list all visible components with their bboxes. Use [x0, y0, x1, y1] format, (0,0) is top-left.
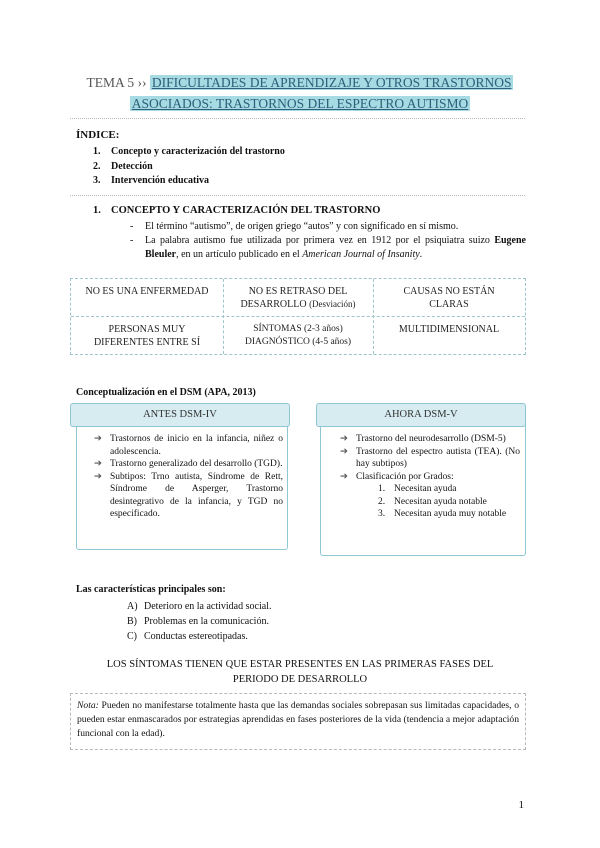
divider — [70, 118, 525, 119]
dsm-iv-list — [94, 433, 283, 521]
list-item: ➔ Clasificación por Grados: — [340, 471, 454, 482]
divider — [70, 195, 525, 196]
grid-cell: PERSONAS MUY DIFERENTES ENTRE SÍ — [93, 324, 201, 348]
page-title — [0, 72, 600, 114]
characteristics-grid — [70, 278, 526, 355]
note-box — [70, 693, 526, 750]
grid-cell: SÍNTOMAS (2-3 años) DIAGNÓSTICO (4-5 años) — [244, 324, 352, 347]
grade-item: 2. Necesitan ayuda notable — [378, 496, 487, 507]
section-bullets — [130, 220, 526, 262]
note-label: Nota: — [77, 700, 99, 711]
symptoms-statement: LOS SÍNTOMAS TIENEN QUE ESTAR PRESENTES EN LAS PRIMERAS FASES DEL PERIODO DE DESARROLLO — [106, 659, 494, 685]
page-number: 1 — [518, 799, 524, 811]
list-item: ➔ Subtipos: Trno autista, Síndrome de Rett, Síndrome de Asperger, Trastorno desintegrativo de la infancia, y TGD no especificado. — [94, 471, 283, 519]
list-item: ➔ Trastorno del espectro autista (TEA). (No hay subtipos) — [340, 446, 520, 469]
list-item: ➔ Trastorno generalizado del desarrollo (TGD). — [94, 459, 283, 469]
characteristics-list — [127, 599, 271, 644]
list-item: ➔ Trastorno del neurodesarrollo (DSM-5) — [340, 434, 506, 444]
section-heading: 1. CONCEPTO Y CARACTERIZACIÓN DEL TRASTORNO — [93, 205, 381, 216]
characteristics-heading: Las características principales son: — [76, 584, 226, 595]
list-item: ➔ Trastornos de inicio en la infancia, niñez o adolescencia. — [94, 434, 283, 457]
grid-cell: CAUSAS NO ESTÁN CLARAS — [403, 286, 495, 310]
list-item: C) Conductas estereotipadas. — [127, 631, 248, 642]
topic-label: TEMA 5 ›› — [86, 75, 147, 90]
dsm-v-header: AHORA DSM-V — [316, 403, 526, 427]
index-item: 3. Intervención educativa — [93, 175, 210, 186]
grade-item: 1. Necesitan ayuda — [378, 484, 457, 494]
bullet-item: - La palabra autismo fue utilizada por primera vez en 1912 por el psiquiatra suizo Eugene Bleuler, en un artículo publicado en el American Journal of Insanity. — [130, 235, 526, 260]
grid-cell: NO ES UNA ENFERMEDAD — [85, 286, 209, 297]
grid-cell: NO ES RETRASO DEL DESARROLLO (Desviación) — [240, 286, 356, 310]
index-heading: ÍNDICE: — [76, 129, 120, 141]
title-line-1: DIFICULTADES DE APRENDIZAJE Y OTROS TRASTORNOS — [151, 75, 512, 90]
list-item: B) Problemas en la comunicación. — [127, 616, 269, 627]
index-list — [93, 145, 285, 189]
index-item: 2. Detección — [93, 160, 153, 172]
grid-cell: MULTIDIMENSIONAL — [398, 324, 500, 335]
grade-item: 3. Necesitan ayuda muy notable — [378, 509, 507, 519]
list-item: A) Deterioro en la actividad social. — [127, 601, 272, 612]
bullet-item: - El término “autismo”, de origen griego “autos” y con significado en sí mismo. — [130, 221, 459, 232]
dsm-v-list — [340, 433, 520, 521]
dsm-iv-header: ANTES DSM-IV — [70, 403, 290, 427]
dsm-heading: Conceptualización en el DSM (APA, 2013) — [76, 387, 256, 398]
index-item: 1. Concepto y caracterización del trastorno — [93, 146, 285, 157]
note-text: Pueden no manifestarse totalmente hasta que las demandas sociales sobrepasan sus limitadas capacidades, o pueden estar enmascarados por estrategias aprendidas en fases posteriores de la vida (tendencia a mejor adaptación funcional con la edad). — [77, 700, 519, 739]
title-line-2: ASOCIADOS: TRASTORNOS DEL ESPECTRO AUTISMO — [131, 96, 469, 111]
